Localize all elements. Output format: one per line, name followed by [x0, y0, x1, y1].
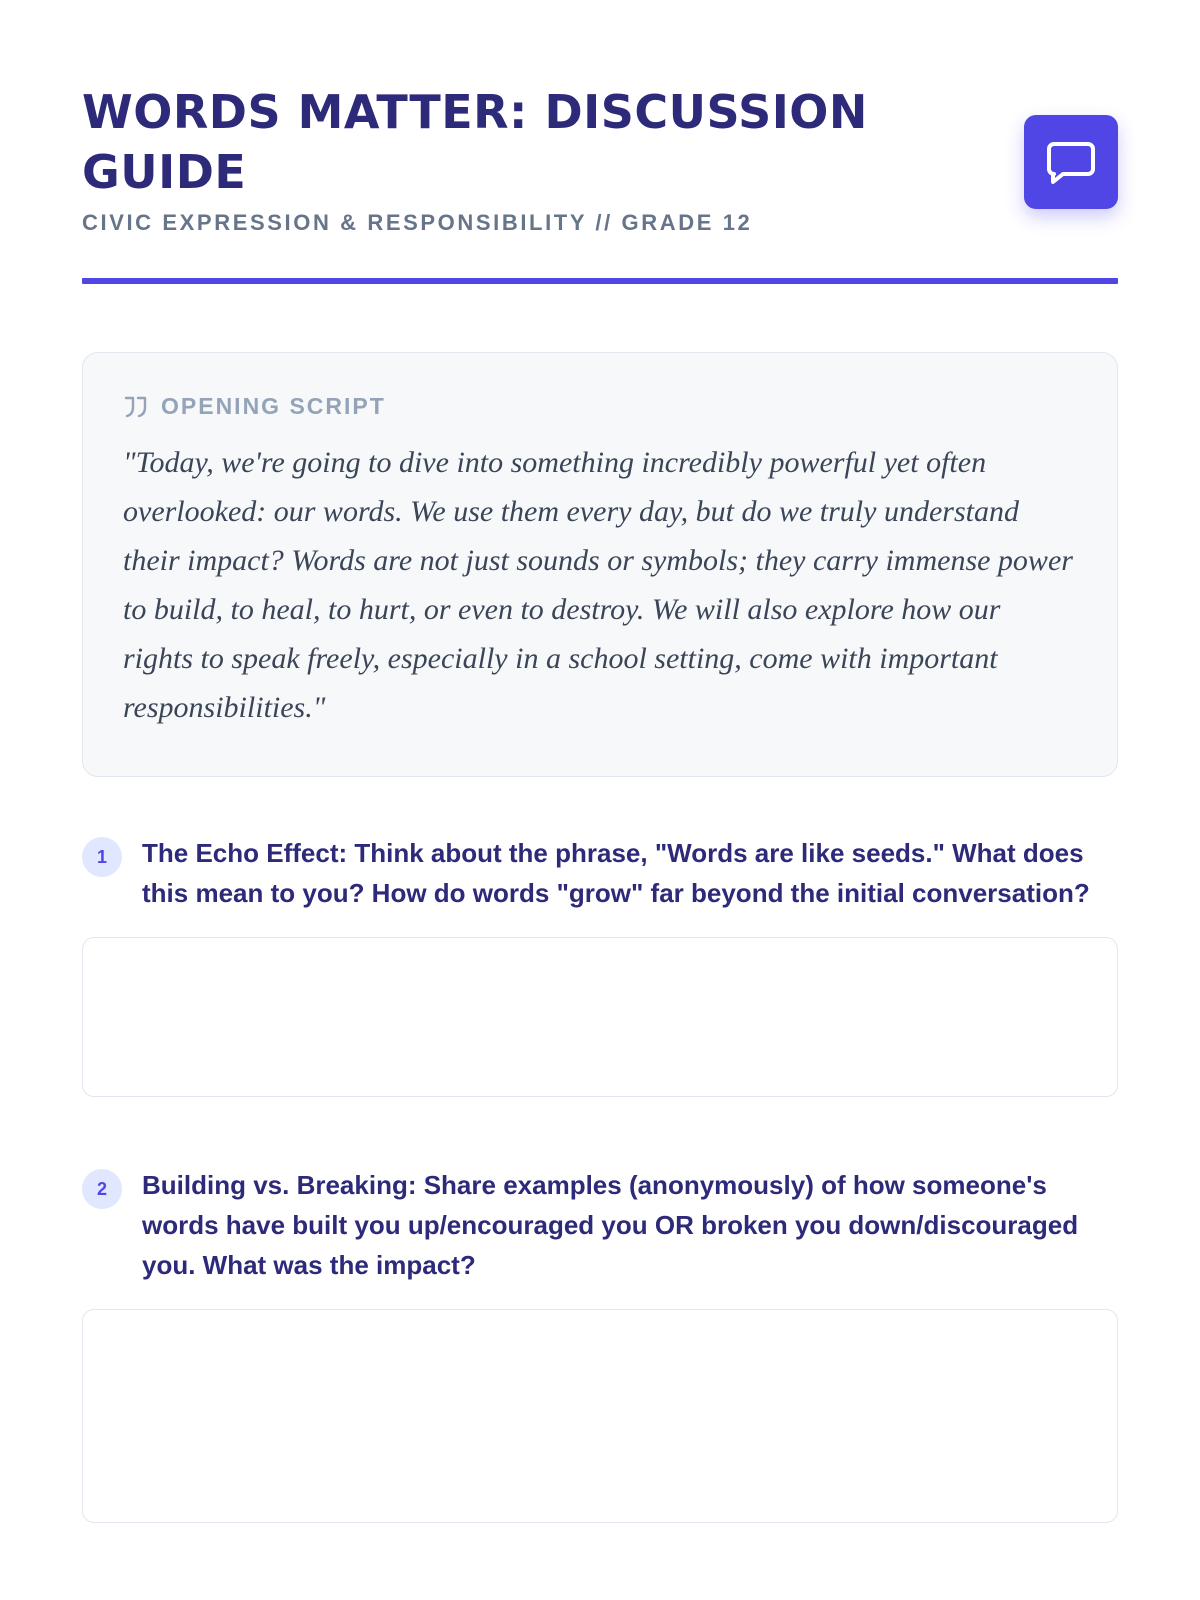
page-title: WORDS MATTER: DISCUSSION GUIDE — [82, 85, 868, 199]
question-number-badge: 2 — [82, 1169, 122, 1209]
opening-script-card — [82, 352, 1118, 777]
opening-script-heading: OPENING SCRIPT — [161, 393, 386, 419]
question-header — [82, 1165, 1118, 1285]
page-header — [82, 0, 1118, 284]
discussion-question-2 — [82, 1165, 1118, 1523]
chat-bubble-icon — [1045, 138, 1097, 186]
quote-icon — [123, 395, 149, 419]
question-text: Building vs. Breaking: Share examples (anonymously) of how someone's words have built you up/encouraged you OR broken you down/discouraged you. What was the impact? — [142, 1170, 1079, 1280]
page-subtitle: CIVIC EXPRESSION & RESPONSIBILITY // GRADE 12 — [82, 210, 753, 235]
opening-script-label — [123, 393, 1077, 420]
question-header — [82, 833, 1118, 913]
header-divider — [82, 278, 1118, 284]
question-text: The Echo Effect: Think about the phrase, "Words are like seeds." What does this mean to you? How do words "grow" far beyond the initial conversation? — [142, 838, 1090, 908]
chat-button[interactable] — [1024, 115, 1118, 209]
answer-field-2[interactable] — [82, 1309, 1118, 1523]
answer-field-1[interactable] — [82, 937, 1118, 1097]
opening-script-text: "Today, we're going to dive into something incredibly powerful yet often overlooked: our words. We use them every day, but do we truly understand their impact? Words are not just sounds or symbols; they carry immense power to build, to heal, to hurt, or even to destroy. We will also explore how our rights to speak freely, especially in a school setting, come with important responsibilities." — [123, 446, 1073, 724]
discussion-question-1 — [82, 833, 1118, 1097]
question-number-badge: 1 — [82, 837, 122, 877]
